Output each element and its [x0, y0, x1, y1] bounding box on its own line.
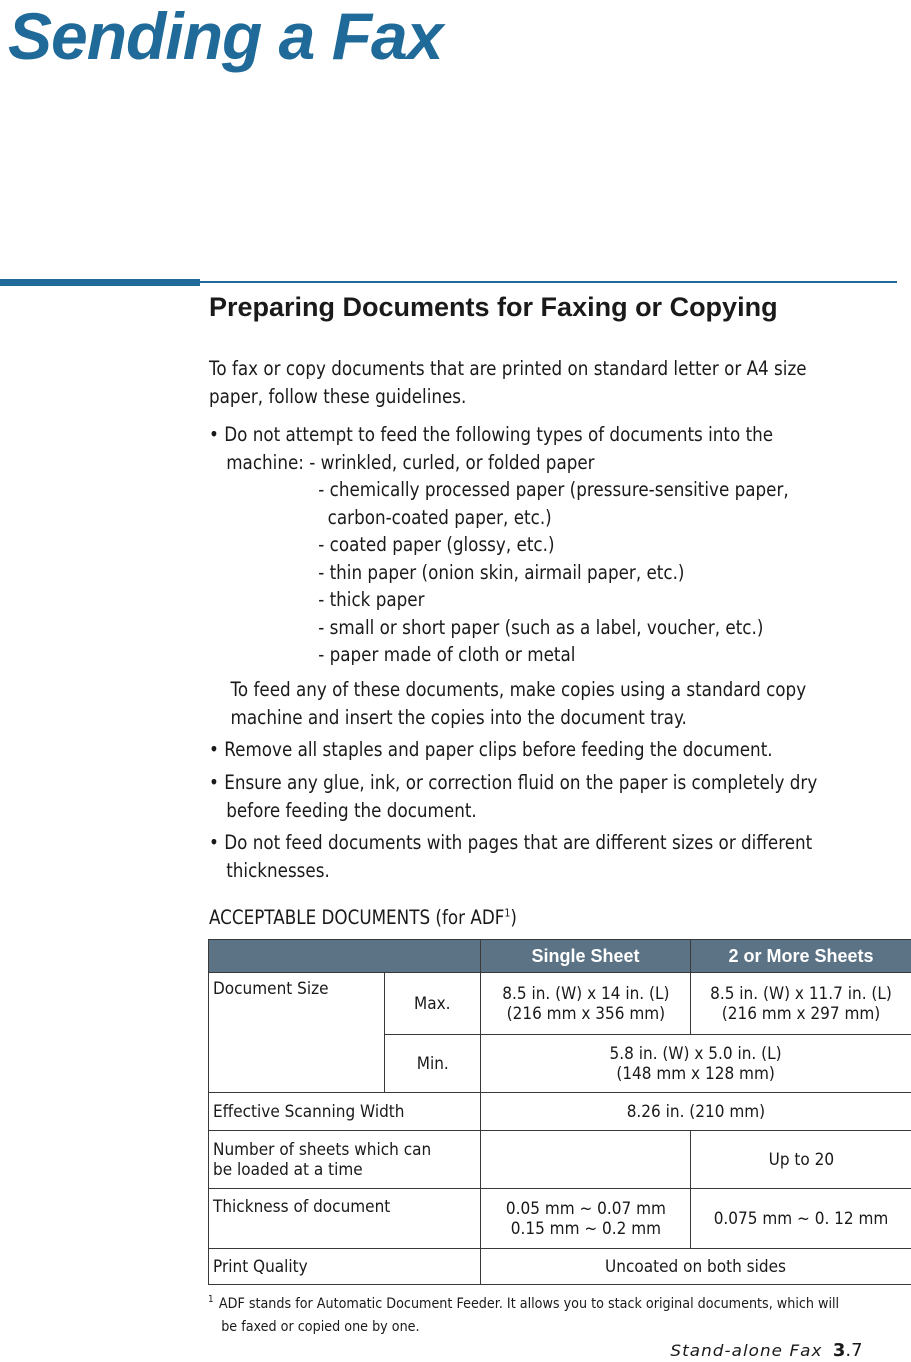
bullet-4-line-2: thicknesses.	[226, 859, 330, 882]
print-quality-label: Print Quality	[209, 1249, 481, 1285]
sheets-multi-value: Up to 20	[691, 1131, 911, 1189]
sheets-single-value	[481, 1131, 691, 1189]
intro-line-2: paper, follow these guidelines.	[209, 385, 467, 408]
bullet-1-item: - paper made of cloth or metal	[318, 643, 576, 666]
table-row	[209, 973, 911, 1035]
thickness-single-value: 0.05 mm ~ 0.07 mm 0.15 mm ~ 0.2 mm	[481, 1189, 691, 1249]
table-header-row	[209, 940, 911, 973]
page-footer	[670, 1340, 863, 1361]
acceptable-documents-table	[208, 939, 911, 1285]
footer-page-number: 3.7	[832, 1340, 863, 1361]
print-quality-value: Uncoated on both sides	[481, 1249, 911, 1285]
bullet-1-item: - thick paper	[318, 588, 425, 611]
heading-rule-thick	[0, 279, 200, 286]
scan-width-value: 8.26 in. (210 mm)	[481, 1093, 911, 1131]
table-header-multi-sheets: 2 or More Sheets	[691, 940, 911, 973]
max-label: Max.	[385, 973, 481, 1035]
table-header-empty	[209, 940, 481, 973]
table-row	[209, 1093, 911, 1131]
bullet-1-item: carbon-coated paper, etc.)	[327, 506, 552, 529]
table-row	[209, 1131, 911, 1189]
min-value: 5.8 in. (W) x 5.0 in. (L) (148 mm x 128 mm)	[481, 1035, 911, 1093]
sheets-label: Number of sheets which can be loaded at a time	[209, 1131, 481, 1189]
footnote-line-1: ADF stands for Automatic Document Feeder. It allows you to stack original documents, which will	[218, 1296, 840, 1312]
max-single-value: 8.5 in. (W) x 14 in. (L) (216 mm x 356 mm)	[481, 973, 691, 1035]
thickness-multi-value: 0.075 mm ~ 0. 12 mm	[691, 1189, 911, 1249]
bullet-1-item: - thin paper (onion skin, airmail paper, etc.)	[318, 561, 685, 584]
min-label: Min.	[385, 1035, 481, 1093]
table-header-single-sheet: Single Sheet	[481, 940, 691, 973]
heading-rule-thin	[200, 281, 897, 283]
bullet-1-line-1: • Do not attempt to feed the following types of documents into the	[209, 423, 774, 446]
bullet-3-line-2: before feeding the document.	[226, 799, 477, 822]
document-size-label: Document Size	[209, 973, 385, 1093]
max-multi-value: 8.5 in. (W) x 11.7 in. (L) (216 mm x 297 mm)	[691, 973, 911, 1035]
bullet-1-line-2: machine: - wrinkled, curled, or folded paper	[226, 451, 595, 474]
bullet-4-line-1: • Do not feed documents with pages that are different sizes or different	[209, 831, 813, 854]
table-caption	[209, 904, 897, 932]
bullet-1-item: - coated paper (glossy, etc.)	[318, 533, 555, 556]
table-row	[209, 1189, 911, 1249]
table-caption-end: )	[510, 906, 517, 929]
page-title: Sending a Fax	[8, 0, 443, 73]
table-caption-footnote-ref: 1	[504, 906, 511, 920]
footnote-number: 1	[208, 1294, 214, 1306]
thickness-label: Thickness of document	[209, 1189, 481, 1249]
footnote-line-2: be faxed or copied one by one.	[221, 1319, 420, 1335]
table-caption-text: ACCEPTABLE DOCUMENTS (for ADF	[209, 906, 505, 929]
scan-width-label: Effective Scanning Width	[209, 1093, 481, 1131]
bullet-2: • Remove all staples and paper clips before feeding the document.	[209, 738, 773, 761]
bullet-1-note-line-1: To feed any of these documents, make copies using a standard copy	[230, 678, 807, 701]
bullet-1-item: - small or short paper (such as a label, voucher, etc.)	[318, 616, 764, 639]
section-heading: Preparing Documents for Faxing or Copying	[209, 292, 778, 322]
intro-line-1: To fax or copy documents that are printed on standard letter or A4 size	[209, 357, 807, 380]
footer-section-name: Stand-alone Fax	[670, 1341, 823, 1360]
bullet-1-item: - chemically processed paper (pressure-sensitive paper,	[318, 478, 789, 501]
footnote	[208, 1293, 903, 1339]
bullet-1-note-line-2: machine and insert the copies into the document tray.	[230, 706, 687, 729]
bullet-3-line-1: • Ensure any glue, ink, or correction fluid on the paper is completely dry	[209, 771, 818, 794]
table-row	[209, 1249, 911, 1285]
